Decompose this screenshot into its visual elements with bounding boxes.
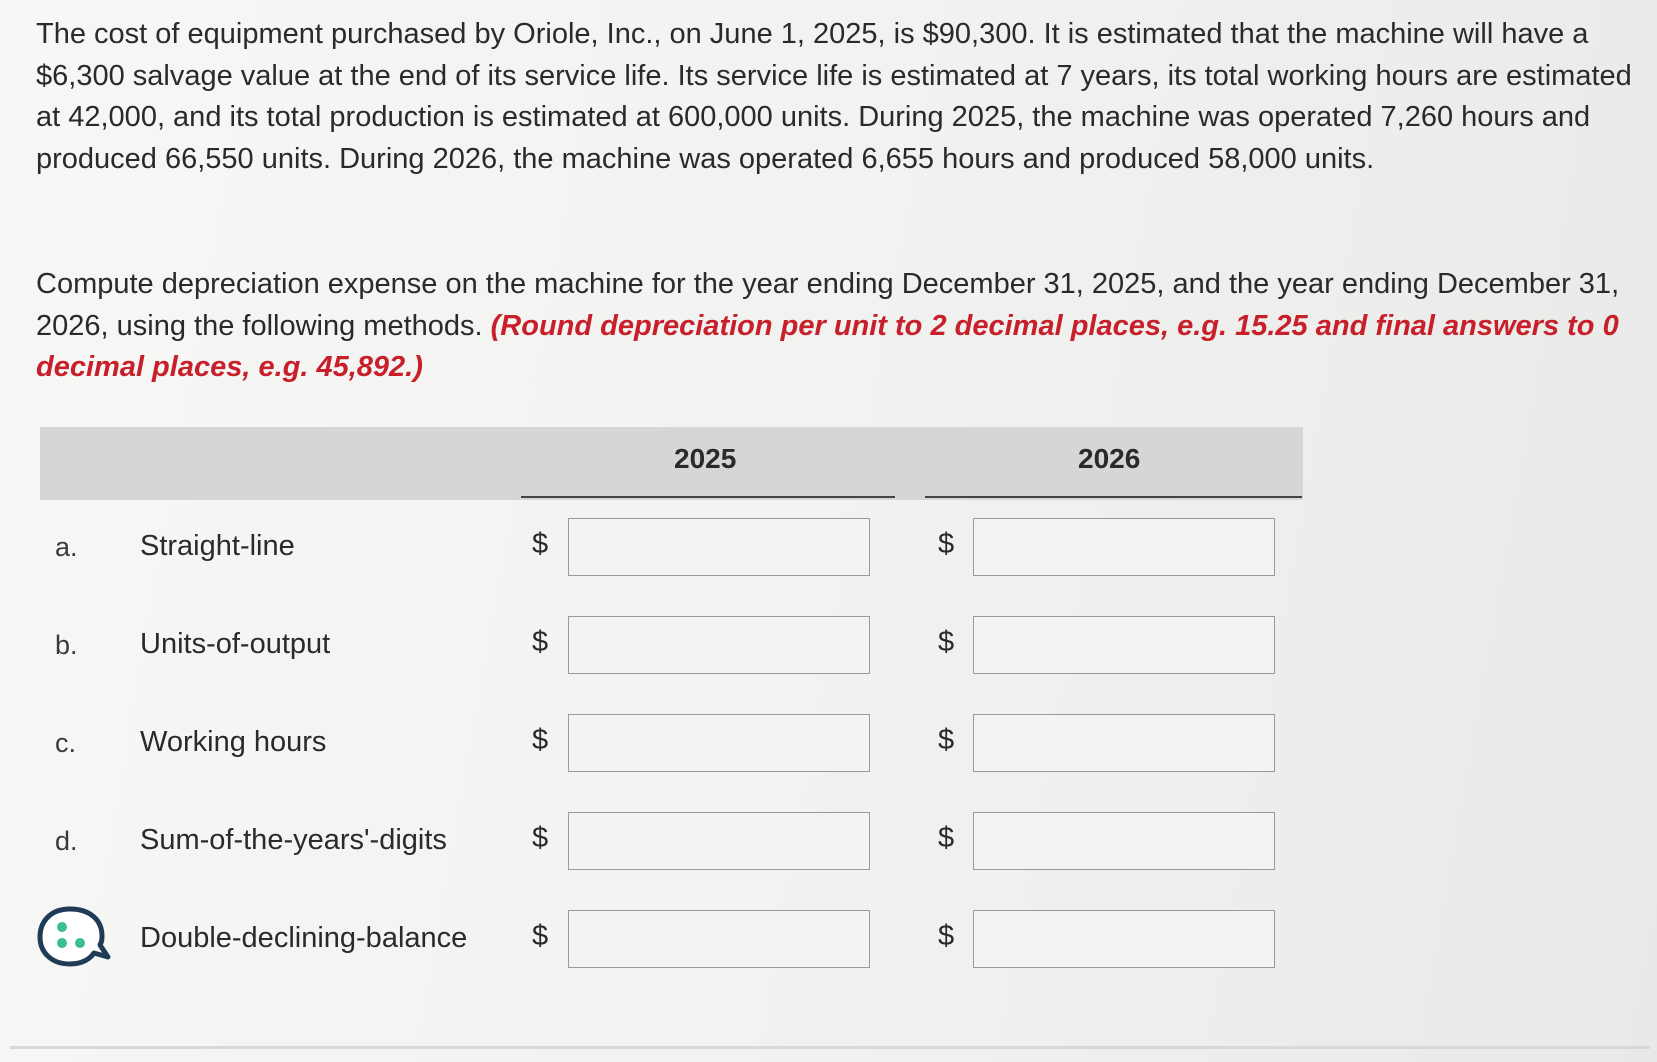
chat-bubble-icon[interactable] [36, 905, 112, 969]
dollar-sign: $ [532, 920, 549, 952]
units-of-output-2025-input[interactable] [568, 616, 870, 674]
dollar-sign: $ [938, 528, 955, 560]
rounding-note: (Round depreciation per unit to 2 decimal places, e.g. 15.25 and final answers to 0 decimal places, e.g. 45,892.) [36, 309, 1619, 383]
dollar-sign: $ [938, 920, 955, 952]
dollar-sign: $ [532, 626, 549, 658]
row-double-declining-balance [0, 910, 1300, 970]
straight-line-2025-input[interactable] [568, 518, 870, 576]
working-hours-2025-input[interactable] [568, 714, 870, 772]
straight-line-2026-input[interactable] [973, 518, 1275, 576]
column-header-2026: 2026 [1078, 443, 1141, 474]
dollar-sign: $ [938, 626, 955, 658]
row-straight-line [0, 518, 1300, 578]
row-working-hours [0, 714, 1300, 774]
row-letter: a. [55, 532, 78, 562]
row-sum-of-years-digits [0, 812, 1300, 872]
problem-statement: The cost of equipment purchased by Oriole, Inc., on June 1, 2025, is $90,300. It is estimated that the machine will have a $6,300 salvage value at the end of its service life. Its service life is estimated at 7 years, its total working hours are estimated at 42,000, and its total production is estimated at 600,000 units. During 2025, the machine was operated 7,260 hours and produced 66,550 units. During 2026, the machine was operated 6,655 hours and produced 58,000 units. [36, 18, 1632, 175]
row-letter: d. [55, 826, 78, 856]
dollar-sign: $ [532, 724, 549, 756]
double-declining-balance-2026-input[interactable] [973, 910, 1275, 968]
row-letter: b. [55, 630, 78, 660]
units-of-output-2026-input[interactable] [973, 616, 1275, 674]
instructions [36, 264, 1636, 389]
column-rule-2026 [925, 496, 1302, 498]
instructions-text: Compute depreciation expense on the machine for the year ending December 31, 2025, and the year ending December 31, 2026, using the following methods. [36, 268, 1620, 342]
row-label: Sum-of-the-years'-digits [140, 824, 447, 856]
row-units-of-output [0, 616, 1300, 676]
row-label: Units-of-output [140, 628, 331, 660]
double-declining-balance-2025-input[interactable] [568, 910, 870, 968]
panel-bottom-border [10, 1046, 1650, 1049]
dollar-sign: $ [938, 724, 955, 756]
dollar-sign: $ [938, 822, 955, 854]
dollar-sign: $ [532, 822, 549, 854]
sum-of-years-digits-2026-input[interactable] [973, 812, 1275, 870]
sum-of-years-digits-2025-input[interactable] [568, 812, 870, 870]
column-rule-2025 [521, 496, 895, 498]
row-label: Double-declining-balance [140, 922, 468, 954]
column-header-2025: 2025 [674, 443, 737, 474]
row-label: Straight-line [140, 530, 295, 562]
row-letter: c. [55, 728, 77, 758]
working-hours-2026-input[interactable] [973, 714, 1275, 772]
dollar-sign: $ [532, 528, 549, 560]
row-label: Working hours [140, 726, 327, 758]
